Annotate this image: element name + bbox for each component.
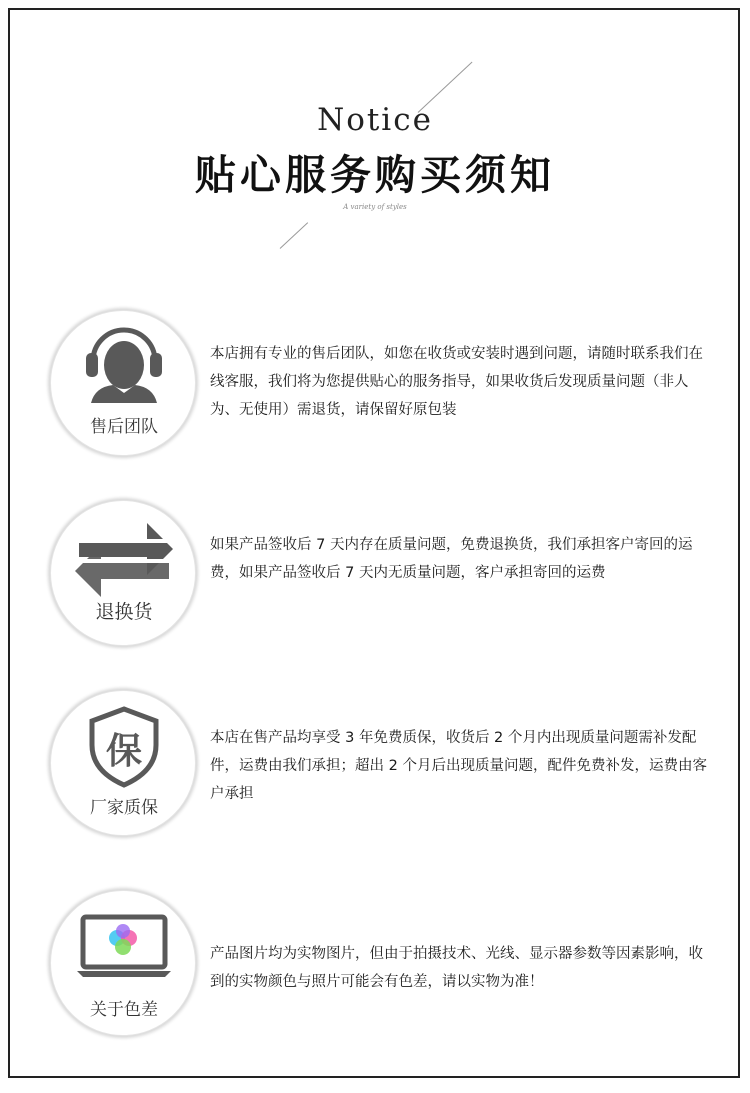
- section-returns: [0, 500, 750, 660]
- returns-badge: [50, 500, 196, 646]
- warranty-description: 本店在售产品均享受 3 年免费质保，收货后 2 个月内出现质量问题需补发配件，运费由我们承担；超出 2 个月后出现质量问题，配件免费补发，运费由客户承担: [210, 730, 707, 802]
- after-sales-label: 售后团队: [90, 417, 158, 437]
- warranty-label: 厂家质保: [90, 798, 158, 818]
- section-color-difference: [0, 890, 750, 1050]
- page-subtitle: A variety of styles: [343, 203, 407, 211]
- returns-description: 如果产品签收后 7 天内存在质量问题，免费退换货，我们承担客户寄回的运费，如果产品签收后 7 天内无质量问题，客户承担寄回的运费: [210, 537, 693, 581]
- warranty-shield-character: 保: [105, 731, 142, 772]
- header: [0, 0, 750, 260]
- section-after-sales: [0, 310, 750, 470]
- after-sales-description: 本店拥有专业的售后团队，如您在收货或安装时遇到问题，请随时联系我们在线客服，我们将为您提供贴心的服务指导，如果收货后发现质量问题（非人为、无使用）需退货，请保留好原包装: [210, 346, 703, 418]
- notice-heading: Notice: [317, 102, 433, 138]
- after-sales-badge: [50, 310, 196, 456]
- color-difference-label: 关于色差: [90, 1000, 158, 1020]
- exchange-arrows-icon: [51, 501, 197, 647]
- decorative-line-bottom: [280, 222, 308, 249]
- page-title: 贴心服务购买须知: [195, 151, 555, 199]
- section-warranty: [0, 690, 750, 850]
- color-difference-description: 产品图片均为实物图片，但由于拍摄技术、光线、显示器参数等因素影响，收到的实物颜色与照片可能会有色差，请以实物为准！: [210, 946, 703, 990]
- warranty-badge: [50, 690, 196, 836]
- color-difference-badge: [50, 890, 196, 1036]
- returns-label: 退换货: [95, 601, 153, 623]
